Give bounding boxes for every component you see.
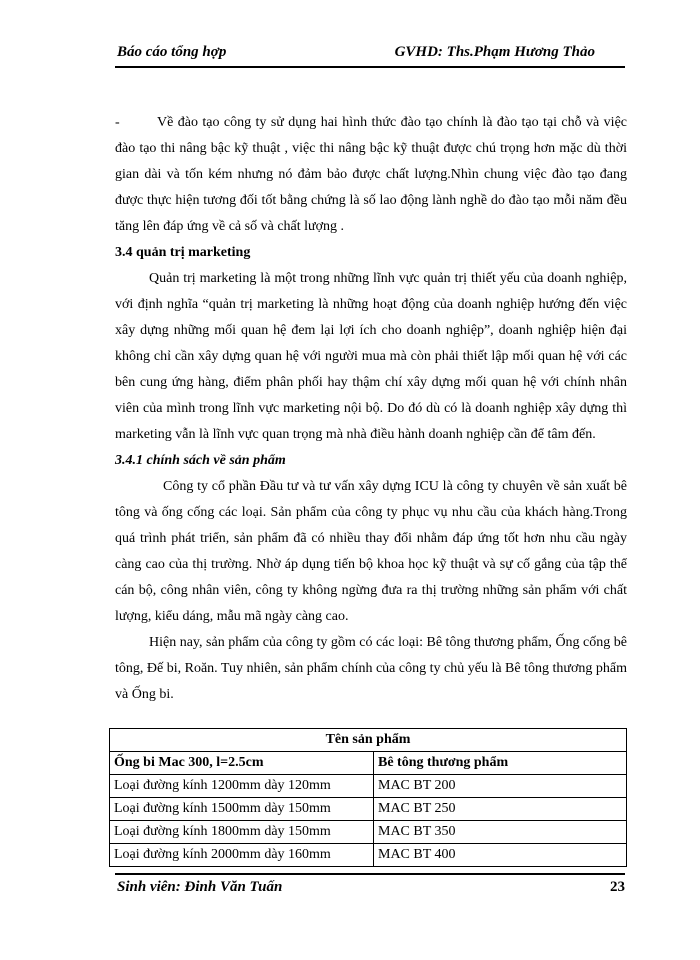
table-column-header-pipe: Ống bi Mac 300, l=2.5cm [110,752,374,775]
training-bullet-text: Về đào tạo công ty sử dụng hai hình thức đào tạo chính là đào tạo tại chỗ và việc đào tạo thi nâng bậc kỹ thuật , việc thi nâng bậc kỹ thuật được chú trọng hơn mặc dù thời gian dài và tốn kém nhưng nó đảm bảo được chất lượng.Nhìn chung việc đào tạo đang được thực hiện tương đối tốt bằng chứng là số lao động lành nghề do đào tạo mỗi năm đều tăng lên đáp ứng về cả số và chất lượng . [115,115,627,234]
training-bullet-paragraph [115,110,627,240]
subsection-heading-product-policy: 3.4.1 chính sách về sản phẩm [115,453,286,468]
table-title: Tên sản phẩm [110,729,627,752]
product-paragraph-1: Công ty cổ phần Đầu tư và tư vấn xây dựng ICU là công ty chuyên về sản xuất bê tông và ống cống các loại. Sản phẩm của công ty phục vụ nhu cầu của khách hàng.Trong quá trình phát triển, sản phẩm đã có nhiều thay đổi nhằm đáp ứng tốt hơn nhu cầu ngày càng cao của thị trường. Nhờ áp dụng tiến bộ khoa học kỹ thuật và sự cố gắng của tập thể cán bộ, công nhân viên, công ty không ngừng đưa ra thị trường những sản phẩm với chất lượng, kiểu dáng, mẫu mã ngày càng cao. [115,479,627,624]
table-cell: MAC BT 200 [374,775,627,798]
table-row [110,844,627,867]
page-number: 23 [610,879,625,895]
header-supervisor: GVHD: Ths.Phạm Hương Thảo [394,44,595,60]
footer-student-name: Sinh viên: Đinh Văn Tuấn [117,879,283,895]
page-footer [115,873,625,897]
marketing-paragraph: Quản trị marketing là một trong những lĩnh vực quản trị thiết yếu của doanh nghiệp, với định nghĩa “quản trị marketing là những hoạt động của doanh nghiệp hướng đến việc xây dựng những mối quan hệ đem lại lợi ích cho doanh nghiệp”, doanh nghiệp hiện đại không chỉ cần xây dựng quan hệ với người mua mà còn phải thiết lập mối quan hệ với các bên cung ứng hàng, điểm phân phối hay thậm chí xây dựng mối quan hệ với chính nhân viên của mình trong lĩnh vực marketing nội bộ. Do đó dù có là doanh nghiệp xây dựng thì marketing vẫn là lĩnh vực quan trọng mà nhà điều hành doanh nghiệp cần để tâm đến. [115,271,627,442]
page-header [115,40,625,68]
page-content [115,110,627,708]
table-cell: Loại đường kính 1200mm dày 120mm [110,775,374,798]
bullet-dash: - [115,115,120,130]
table-cell: MAC BT 400 [374,844,627,867]
table-cell: Loại đường kính 2000mm dày 160mm [110,844,374,867]
table-cell: MAC BT 350 [374,821,627,844]
table-header-row [110,752,627,775]
table-column-header-concrete: Bê tông thương phẩm [374,752,627,775]
header-report-title: Báo cáo tổng hợp [117,44,227,60]
product-table [109,728,627,867]
table-title-row [110,729,627,752]
table-cell: Loại đường kính 1500mm dày 150mm [110,798,374,821]
section-heading-marketing: 3.4 quản trị marketing [115,245,251,260]
table-row [110,775,627,798]
table-cell: Loại đường kính 1800mm dày 150mm [110,821,374,844]
product-paragraph-2: Hiện nay, sản phẩm của công ty gồm có các loại: Bê tông thương phẩm, Ống cống bê tông, Đế bi, Roăn. Tuy nhiên, sản phẩm chính của công ty chủ yếu là Bê tông thương phẩm và Ống bi. [115,635,627,702]
table-row [110,798,627,821]
table-cell: MAC BT 250 [374,798,627,821]
table-row [110,821,627,844]
